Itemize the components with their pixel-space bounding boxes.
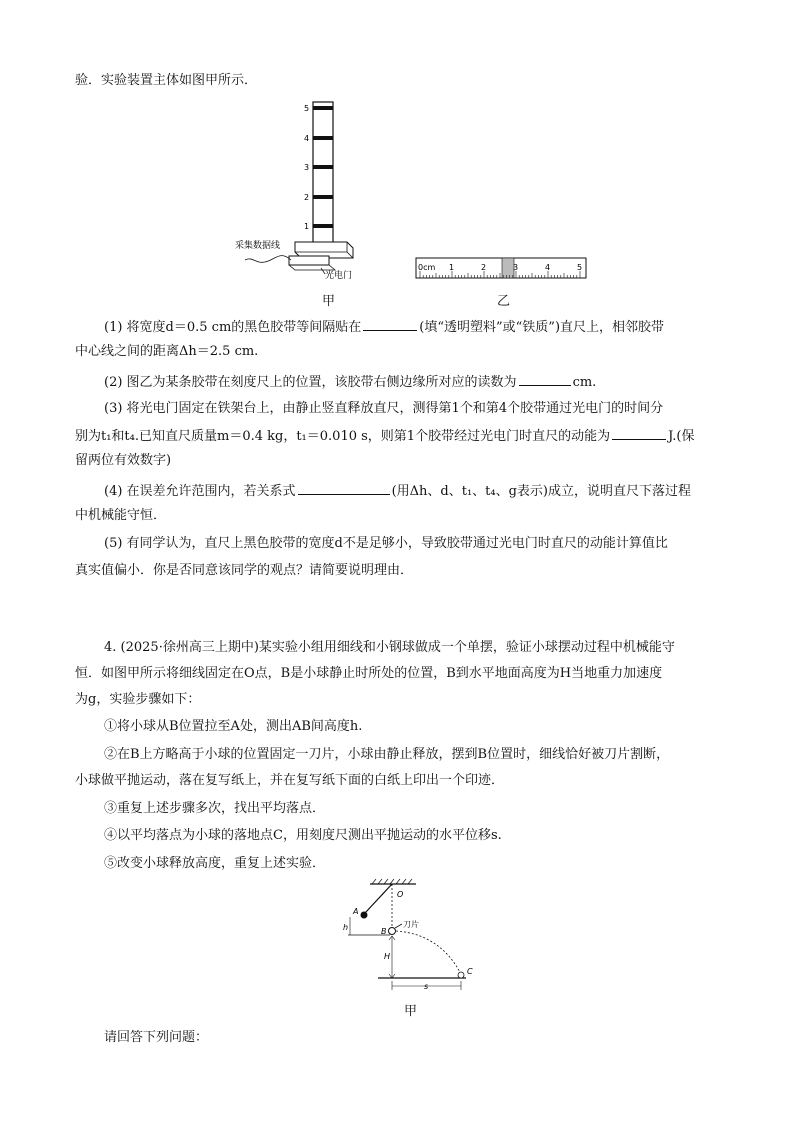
scale-label-1: 1 xyxy=(449,263,455,272)
q5-line-2: 真实值偏小．你是否同意该同学的观点？请简要说明理由． xyxy=(75,563,414,578)
q2-line xyxy=(104,372,596,392)
step-2-cont: 小球做平抛运动，落在复写纸上，并在复写纸下面的白纸上印出一个印迹． xyxy=(75,773,505,788)
ball-A xyxy=(361,912,368,919)
label-blade: 刀片 xyxy=(403,920,419,929)
step-5: ⑤改变小球释放高度，重复上述实验． xyxy=(104,856,326,871)
step-4: ④以平均落点为小球的落地点C，用刻度尺测出平抛运动的水平位移s. xyxy=(104,828,502,843)
scale-label-0: 0cm xyxy=(418,263,436,272)
ruler-tick-label: 1 xyxy=(304,222,310,231)
p4-line-2: 恒．如图甲所示将细线固定在O点，B是小球静止时所处的位置，B到水平地面高度为H当地重力加速度 xyxy=(75,666,663,681)
tape-1 xyxy=(313,224,333,228)
label-B: B xyxy=(381,927,387,936)
q2-text-a: (2) 图乙为某条胶带在刻度尺上的位置，该胶带右侧边缘所对应的读数为 xyxy=(104,375,517,390)
label-photogate: 光电门 xyxy=(325,271,353,280)
data-cable xyxy=(245,256,291,263)
point-C xyxy=(458,972,464,978)
q4-line-2: 中机械能守恒． xyxy=(75,508,167,523)
label-data-cable: 采集数据线 xyxy=(235,241,281,251)
q3-line-2 xyxy=(75,426,695,446)
q3-blank xyxy=(612,426,666,440)
label-A: A xyxy=(353,907,359,916)
step-2: ②在B上方略高于小球的位置固定一刀片，小球由静止释放，摆到B位置时，细线恰好被刀片割断， xyxy=(104,747,670,762)
scale-label-2: 2 xyxy=(481,263,487,272)
label-C: C xyxy=(467,967,473,976)
label-O: O xyxy=(397,890,404,899)
ruler-tick-label: 4 xyxy=(304,134,310,143)
scale-label-3: 3 xyxy=(513,263,519,272)
q1-blank xyxy=(363,317,417,331)
label-H: H xyxy=(384,952,391,961)
blade xyxy=(395,924,402,928)
figure-scale-reading xyxy=(414,254,590,280)
q1-line xyxy=(104,317,664,337)
q2-text-b: cm. xyxy=(572,375,597,390)
ask-text: 请回答下列问题： xyxy=(104,1030,209,1045)
q3-text-c: J.(保 xyxy=(668,429,695,444)
label-h: h xyxy=(343,923,349,932)
string-to-A xyxy=(365,884,392,913)
tape-2 xyxy=(313,195,333,199)
q4-blank xyxy=(298,481,390,495)
ruler-tick-label: 5 xyxy=(304,104,310,113)
figure-ruler-photogate xyxy=(225,100,375,280)
caption-fig1: 甲 xyxy=(322,294,336,309)
figure-pendulum xyxy=(340,878,490,996)
p4-line-3: 为g，实验步骤如下： xyxy=(75,692,201,707)
caption-fig2: 乙 xyxy=(497,294,511,309)
step-3: ③重复上述步骤多次，找出平均落点． xyxy=(104,801,326,816)
ball-B xyxy=(389,928,396,935)
scale-label-5: 5 xyxy=(577,263,583,272)
caption-fig3: 甲 xyxy=(404,1004,418,1019)
intro-text: 验．实验装置主体如图甲所示． xyxy=(75,73,258,88)
q4-text-a: (4) 在误差允许范围内，若关系式 xyxy=(104,484,296,499)
q4-line xyxy=(104,481,691,501)
q3-line-3: 留两位有效数字) xyxy=(75,453,172,468)
q2-blank xyxy=(519,372,571,386)
q1-text-b: (填“透明塑料”或“铁质”)直尺上，相邻胶带 xyxy=(419,320,665,335)
q3-text-b: 别为t₁和t₄.已知直尺质量m＝0.4 kg，t₁＝0.010 s，则第1个胶带经过光电门时直尺的动能为 xyxy=(75,429,611,444)
q5-line: (5) 有同学认为，直尺上黑色胶带的宽度d不是足够小，导致胶带通过光电门时直尺的动能计算值比 xyxy=(104,536,668,551)
tape-3 xyxy=(313,165,333,169)
q1-line-2: 中心线之间的距离Δh＝2.5 cm. xyxy=(75,344,259,359)
q1-text-a: (1) 将宽度d＝0.5 cm的黑色胶带等间隔贴在 xyxy=(104,320,362,335)
scale-label-4: 4 xyxy=(545,263,551,272)
label-s: s xyxy=(424,982,429,991)
ruler-tick-label: 3 xyxy=(304,163,310,172)
trajectory xyxy=(396,931,461,974)
ruler-tick-label: 2 xyxy=(304,193,310,202)
step-1: ①将小球从B位置拉至A处，测出AB间高度h. xyxy=(104,719,363,734)
p4-line-1: 4. (2025·徐州高三上期中)某实验小组用细线和小钢球做成一个单摆，验证小球摆动过程中机械能守 xyxy=(104,640,675,655)
tape-4 xyxy=(313,136,333,140)
tape-5 xyxy=(313,106,333,110)
q3-line: (3) 将光电门固定在铁架台上，由静止竖直释放直尺，测得第1个和第4个胶带通过光电门的时间分 xyxy=(104,401,664,416)
ruler xyxy=(313,102,333,252)
q4-text-b: (用Δh、d、t₁、t₄、g表示)成立，说明直尺下落过程 xyxy=(391,484,691,499)
